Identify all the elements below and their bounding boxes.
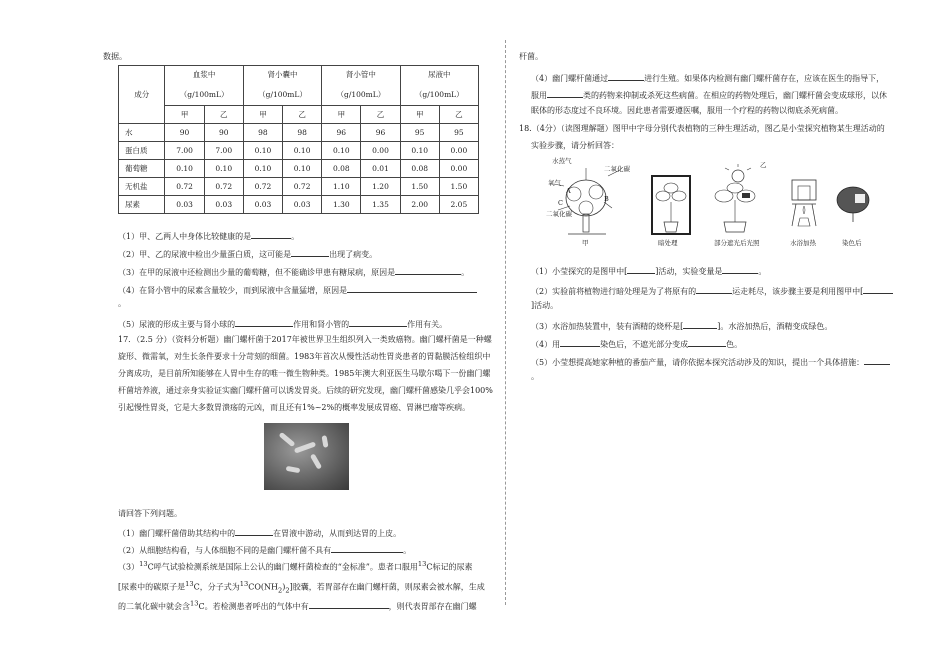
label-water-vapor: 水蒸气 bbox=[552, 157, 572, 165]
plant-experiment-figure bbox=[548, 156, 878, 256]
blank[interactable] bbox=[547, 88, 583, 98]
q16-5-text: （5）尿液的形成主要与肾小球的 bbox=[118, 320, 236, 329]
formula-paren: ) bbox=[282, 582, 286, 592]
label-B: B bbox=[604, 195, 609, 203]
q17-1-end: 在胃液中游动，从而到达胃的上皮。 bbox=[273, 529, 402, 538]
q17-3 bbox=[118, 560, 473, 572]
table-cell: 2.00 bbox=[400, 196, 439, 214]
q18-2 bbox=[531, 284, 893, 297]
table-cell: 0.72 bbox=[204, 178, 243, 196]
q16-1-end: 。 bbox=[291, 232, 300, 241]
table-unit: （g/100mL） bbox=[400, 83, 478, 106]
q17-4-text2: 进行生殖。如果体内检测有幽门螺杆菌存在，应该在医生的指导下， bbox=[644, 74, 885, 83]
table-row bbox=[119, 196, 479, 214]
sub-yi: 乙 bbox=[204, 106, 243, 124]
sub-2: 2 bbox=[285, 586, 290, 595]
table-cell: 0.08 bbox=[322, 160, 361, 178]
q17-3-text3: [尿素中的碳原子是 bbox=[118, 582, 186, 592]
q16-4-end: 。 bbox=[118, 299, 126, 308]
sub-jia: 甲 bbox=[322, 106, 361, 124]
sup-13: 13 bbox=[239, 580, 249, 588]
table-cell: 0.10 bbox=[400, 142, 439, 160]
table-cell: 0.10 bbox=[243, 142, 282, 160]
q16-1-text: （1）甲、乙两人中身体比较健康的是 bbox=[118, 232, 252, 241]
q17-3-line2 bbox=[118, 580, 485, 594]
q16-3-text: （3）在甲的尿液中还检测出少量的葡萄糖，但不能确诊甲患有糖尿病，原因是 bbox=[118, 268, 396, 277]
q17-4-text: （4）幽门螺杆菌通过 bbox=[531, 74, 609, 83]
sub-jia: 甲 bbox=[400, 106, 439, 124]
table-cell: 95 bbox=[439, 124, 478, 142]
sub-2: 2 bbox=[278, 586, 283, 595]
blank[interactable] bbox=[696, 284, 732, 294]
partial-shading-diagram bbox=[715, 164, 755, 232]
blank[interactable] bbox=[627, 264, 655, 274]
sup-13: 13 bbox=[185, 580, 194, 588]
table-cell: 0.00 bbox=[361, 142, 400, 160]
table-cell: 90 bbox=[165, 124, 204, 142]
q18-intro2: 实验步骤，请分析回答： bbox=[531, 141, 619, 150]
table-row-label: 水 bbox=[119, 124, 165, 142]
table-cell: 0.72 bbox=[165, 178, 204, 196]
table-row-label: 尿素 bbox=[119, 196, 165, 214]
kidney-data-table bbox=[118, 65, 479, 214]
table-cell: 96 bbox=[322, 124, 361, 142]
table-cell: 7.00 bbox=[204, 142, 243, 160]
label-A: A bbox=[566, 187, 571, 195]
table-cell: 0.08 bbox=[400, 160, 439, 178]
blank[interactable] bbox=[722, 264, 758, 274]
q16-2-end: 出现了病变。 bbox=[329, 250, 378, 259]
table-unit: （g/100mL） bbox=[165, 83, 243, 106]
label-partial-light: 部分遮光后光照 bbox=[714, 239, 760, 247]
table-row bbox=[119, 142, 479, 160]
sub-jia: 甲 bbox=[243, 106, 282, 124]
table-body bbox=[119, 124, 479, 214]
tree-diagram bbox=[554, 168, 620, 234]
q17-4-line3: 眠体的形态度过不良环境。因此患者需要遵医嘱，服用一个疗程的药物以彻底杀死病菌。 bbox=[531, 106, 843, 115]
table-cell: 1.50 bbox=[400, 178, 439, 196]
blank[interactable] bbox=[331, 543, 403, 553]
table-unit: （g/100mL） bbox=[322, 83, 400, 106]
table-cell: 0.03 bbox=[204, 196, 243, 214]
intro-text: 数据。 bbox=[103, 52, 127, 61]
table-cell: 1.20 bbox=[361, 178, 400, 196]
table-row bbox=[119, 178, 479, 196]
q17-4-text3: 服用 bbox=[531, 91, 547, 100]
q17-3-text6: 的二氧化碳中就会含 bbox=[118, 602, 190, 611]
q17-3-line3 bbox=[118, 599, 477, 612]
table-cell: 0.72 bbox=[283, 178, 322, 196]
q16-4-text: （4）在肾小管中的尿素含量较少，而到尿液中含量猛增，原因是 bbox=[118, 286, 348, 295]
table-cell: 7.00 bbox=[165, 142, 204, 160]
sup-13: 13 bbox=[417, 560, 427, 568]
table-cell: 0.00 bbox=[439, 142, 478, 160]
helicobacter-micrograph bbox=[264, 423, 349, 490]
blank[interactable] bbox=[291, 247, 329, 257]
table-header-capsule: 肾小囊中 bbox=[243, 66, 321, 84]
q16-4 bbox=[118, 283, 477, 296]
label-stained: 染色后 bbox=[842, 239, 862, 247]
table-header-component: 成分 bbox=[119, 66, 165, 124]
q16-3 bbox=[118, 265, 469, 278]
label-o2: 氧气 bbox=[548, 179, 561, 187]
cont-text: 杆菌。 bbox=[519, 52, 543, 61]
stained-leaf-diagram bbox=[837, 187, 869, 222]
q17-4-text4: 类的药物来抑制或杀死这些病菌。在相应的药物处理后，幽门螺杆菌会变成球形，以休 bbox=[583, 91, 887, 100]
figure-svg bbox=[548, 156, 878, 256]
q17-1-text: （1）幽门螺杆菌借助其结构中的 bbox=[118, 529, 236, 538]
table-cell: 90 bbox=[204, 124, 243, 142]
blank[interactable] bbox=[349, 317, 407, 327]
q18-4 bbox=[531, 337, 742, 350]
table-cell: 0.10 bbox=[283, 160, 322, 178]
table-header-plasma: 血浆中 bbox=[165, 66, 243, 84]
q18-1-text: （1）小莹探究的是图甲中[ bbox=[531, 267, 628, 276]
sub-yi: 乙 bbox=[283, 106, 322, 124]
table-row-label: 葡萄糖 bbox=[119, 160, 165, 178]
q16-3-end: 。 bbox=[461, 268, 470, 277]
q18-2-end: ]活动。 bbox=[531, 301, 559, 310]
q18-4-text: （4）用 bbox=[531, 340, 561, 349]
dark-treatment-diagram bbox=[652, 176, 690, 234]
table-cell: 0.10 bbox=[165, 160, 204, 178]
sub-yi: 乙 bbox=[439, 106, 478, 124]
table-cell: 0.03 bbox=[243, 196, 282, 214]
blank[interactable] bbox=[683, 319, 717, 329]
table-row-label: 无机盐 bbox=[119, 178, 165, 196]
label-dark: 暗处理 bbox=[658, 239, 678, 247]
table-cell: 0.03 bbox=[283, 196, 322, 214]
sup-13: 13 bbox=[139, 560, 148, 568]
table-cell: 0.10 bbox=[204, 160, 243, 178]
q18-2-text: （2）实验前将植物进行暗处理是为了将原有的 bbox=[531, 287, 697, 296]
q17-2-end: 。 bbox=[403, 546, 412, 555]
q17-3-text2: C标记的尿素 bbox=[426, 562, 473, 572]
water-bath-diagram bbox=[792, 180, 816, 226]
table-cell: 98 bbox=[243, 124, 282, 142]
table-row-label: 蛋白质 bbox=[119, 142, 165, 160]
q18-5-end: 。 bbox=[531, 372, 539, 381]
q17-2-text: （2）从细胞结构看，与人体细胞不同的是幽门螺杆菌不具有 bbox=[118, 546, 332, 555]
table-cell: 1.35 bbox=[361, 196, 400, 214]
blank[interactable] bbox=[309, 599, 389, 609]
q18-4-text2: 染色后，不遮光部分变成 bbox=[600, 340, 689, 349]
q17-line-5: 引起慢性胃炎，它是大多数胃溃疡的元凶，而且还有1%~2%的概率发展成胃癌、胃淋巴瘤等疾病。 bbox=[118, 403, 471, 412]
q18-3 bbox=[531, 319, 832, 332]
q16-1 bbox=[118, 229, 299, 242]
table-header-tubule: 肾小管中 bbox=[322, 66, 400, 84]
q18-3-text: （3）水浴加热装置中，装有酒精的烧杯是[ bbox=[531, 322, 684, 331]
q17-3-text5: ]胶囊，若胃部存在幽门螺杆菌，则尿素会被水解，生成 bbox=[289, 582, 485, 592]
label-co2-top: 二氧化碳 bbox=[604, 165, 630, 173]
blank[interactable] bbox=[395, 265, 461, 275]
q17-1 bbox=[118, 526, 401, 539]
table-cell: 0.00 bbox=[439, 160, 478, 178]
sub-jia: 甲 bbox=[165, 106, 204, 124]
table-row bbox=[119, 160, 479, 178]
column-divider bbox=[505, 40, 506, 605]
table-header-urine: 尿液中 bbox=[400, 66, 478, 84]
q17-4-line2 bbox=[531, 88, 887, 101]
q18-1-text2: ]活动，实验变量是 bbox=[655, 267, 723, 276]
label-C: C bbox=[558, 199, 563, 207]
q17-3-text: C呼气试验检测系统是国际上公认的幽门螺杆菌检查的“金标准”。患者口服用 bbox=[147, 562, 418, 572]
q18-intro: 18.（4分）（读图理解题）图甲中字母分别代表植物的三种生理活动，图乙是小莹探究植物某生理活动的 bbox=[519, 124, 885, 133]
q17-3-num: （3） bbox=[118, 562, 140, 572]
blank[interactable] bbox=[863, 284, 893, 294]
q17-prompt: 请回答下列问题。 bbox=[118, 509, 182, 518]
table-cell: 2.05 bbox=[439, 196, 478, 214]
table-cell: 95 bbox=[400, 124, 439, 142]
q18-5 bbox=[531, 355, 890, 368]
label-co2-bottom: 二氧化碳 bbox=[546, 210, 572, 218]
table-cell: 0.10 bbox=[243, 160, 282, 178]
sup-13: 13 bbox=[190, 599, 199, 608]
q16-2-text: （2）甲、乙的尿液中检出少量蛋白质，这可能是 bbox=[118, 250, 292, 259]
q17-line-2: 旋形、微需氧，对生长条件要求十分苛刻的细菌。1983年首次从慢性活动性胃炎患者的胃黏膜活检组织中 bbox=[118, 352, 491, 361]
blank[interactable] bbox=[235, 526, 273, 536]
label-yi: 乙 bbox=[760, 161, 767, 169]
blank[interactable] bbox=[560, 337, 600, 347]
q18-1 bbox=[531, 264, 766, 277]
table-cell: 1.30 bbox=[322, 196, 361, 214]
q17-line-3: 分离成功，是目前所知能够在人胃中生存的唯一微生物种类。1985年澳大利亚医生马歇尔喝下一份幽门螺 bbox=[118, 369, 491, 378]
table-cell: 0.01 bbox=[361, 160, 400, 178]
q17-4 bbox=[531, 71, 884, 84]
q18-1-end: 。 bbox=[758, 267, 767, 276]
sub-yi: 乙 bbox=[361, 106, 400, 124]
q16-2 bbox=[118, 247, 377, 260]
q18-2-text2: 运走耗尽，该步骤主要是利用图甲中[ bbox=[732, 287, 864, 296]
blank[interactable] bbox=[688, 337, 726, 347]
table-cell: 98 bbox=[283, 124, 322, 142]
table-cell: 0.10 bbox=[283, 142, 322, 160]
table-unit: （g/100mL） bbox=[243, 83, 321, 106]
blank[interactable] bbox=[347, 283, 477, 293]
q17-3-text4: C，分子式为 bbox=[193, 582, 240, 592]
formula: CO(NH bbox=[248, 582, 278, 592]
q18-5-text: （5）小莹想提高她家种植的番茄产量，请你依据本探究活动涉及的知识，提出一个具体措施： bbox=[531, 358, 865, 367]
q18-4-end: 色。 bbox=[726, 340, 743, 349]
table-row bbox=[119, 124, 479, 142]
q17-3-text7: C。若检测患者呼出的气体中有 bbox=[198, 602, 309, 611]
q16-5-end: 作用有关。 bbox=[407, 320, 448, 329]
table-cell: 0.10 bbox=[322, 142, 361, 160]
q17-line-1: 17．（2.5 分）（资料分析题）幽门螺杆菌于2017年被世界卫生组织列入一类致癌物。幽门螺杆菌是一种螺 bbox=[118, 335, 492, 344]
label-water-bath: 水浴加热 bbox=[790, 239, 816, 247]
table-cell: 0.03 bbox=[165, 196, 204, 214]
blank[interactable] bbox=[235, 317, 293, 327]
q17-3-text8: ，则代表胃部存在幽门螺 bbox=[388, 602, 477, 611]
blank[interactable] bbox=[864, 355, 890, 365]
table-cell: 0.72 bbox=[243, 178, 282, 196]
table-cell: 1.50 bbox=[439, 178, 478, 196]
q16-5-mid: 作用和肾小管的 bbox=[293, 320, 350, 329]
blank[interactable] bbox=[608, 71, 644, 81]
q16-5 bbox=[118, 317, 447, 330]
label-jia: 甲 bbox=[582, 239, 589, 247]
q18-3-text2: ]。水浴加热后，酒精变成绿色。 bbox=[717, 322, 833, 331]
table-cell: 1.10 bbox=[322, 178, 361, 196]
blank[interactable] bbox=[251, 229, 291, 239]
table-cell: 96 bbox=[361, 124, 400, 142]
q17-2 bbox=[118, 543, 411, 556]
q17-line-4: 杆菌培养液，通过亲身实验证实幽门螺杆菌可以诱发胃炎。后续的研究发现，幽门螺杆菌感染几乎会100% bbox=[118, 386, 493, 395]
